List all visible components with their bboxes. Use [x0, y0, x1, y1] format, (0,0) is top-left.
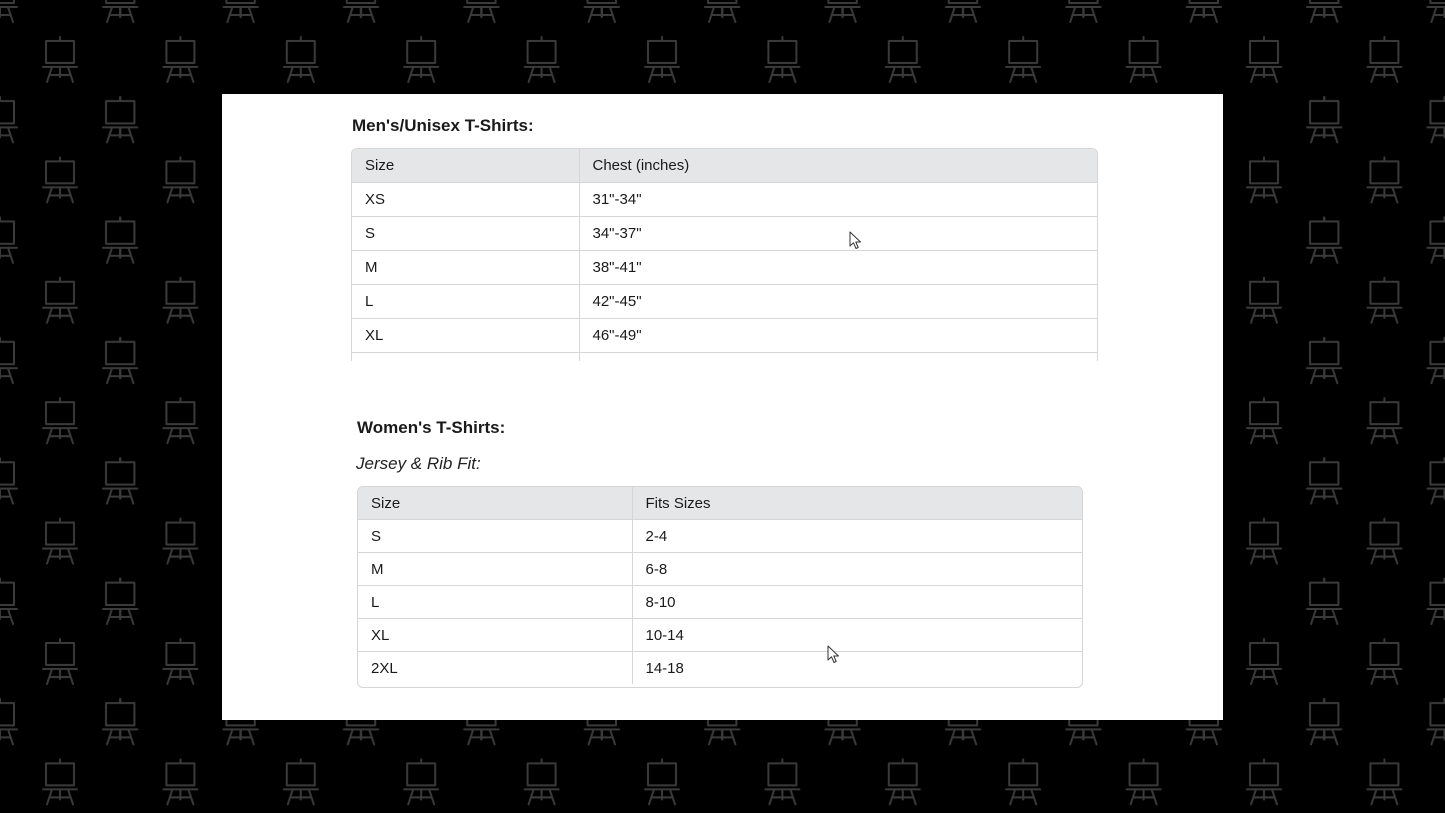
mouse-pointer-icon: [827, 645, 841, 665]
size-cell: S: [358, 520, 632, 553]
fits-sizes-cell: 2-4: [632, 520, 1082, 553]
table-row: [358, 520, 1082, 553]
chest-cell: 31"-34": [579, 183, 1097, 217]
mens-section-title: Men's/Unisex T-Shirts:: [352, 116, 534, 135]
size-cell: M: [352, 251, 579, 285]
mens-size-table: [351, 148, 1098, 361]
chest-cell: 46"-49": [579, 319, 1097, 353]
table-header-row: [358, 487, 1082, 520]
table-row: [352, 183, 1097, 217]
table-header-row: [352, 149, 1097, 183]
fits-sizes-cell: 8-10: [632, 586, 1082, 619]
size-cell: XL: [358, 619, 632, 652]
table-row: [352, 319, 1097, 353]
table-row: [358, 586, 1082, 619]
column-header-chest: Chest (inches): [579, 149, 1097, 183]
size-cell: L: [358, 586, 632, 619]
table-row: [352, 217, 1097, 251]
size-cell: M: [358, 553, 632, 586]
mouse-pointer-icon: [849, 231, 863, 251]
column-header-size: Size: [358, 487, 632, 520]
fits-sizes-cell: 10-14: [632, 619, 1082, 652]
womens-size-table: [357, 486, 1083, 688]
womens-section-title: Women's T-Shirts:: [357, 418, 506, 437]
table-row: [358, 553, 1082, 586]
table-row-partial: [352, 353, 1097, 362]
chest-cell: 34"-37": [579, 217, 1097, 251]
size-cell: L: [352, 285, 579, 319]
fits-sizes-cell: 14-18: [645, 659, 684, 677]
table-row: [352, 285, 1097, 319]
chest-cell: 38"-41": [579, 251, 1097, 285]
table-row: [358, 619, 1082, 652]
womens-fit-subtitle: Jersey & Rib Fit:: [356, 454, 481, 473]
size-cell: 2XL: [358, 652, 632, 685]
chest-cell: 42"-45": [579, 285, 1097, 319]
fits-sizes-cell: 6-8: [632, 553, 1082, 586]
size-chart-panel: [222, 94, 1223, 720]
size-cell: XL: [352, 319, 579, 353]
size-cell: S: [352, 217, 579, 251]
size-cell: XS: [352, 183, 579, 217]
column-header-fits-sizes: Fits Sizes: [632, 487, 1082, 520]
column-header-size: Size: [352, 149, 579, 183]
table-row: [358, 652, 1082, 685]
table-row: [352, 251, 1097, 285]
